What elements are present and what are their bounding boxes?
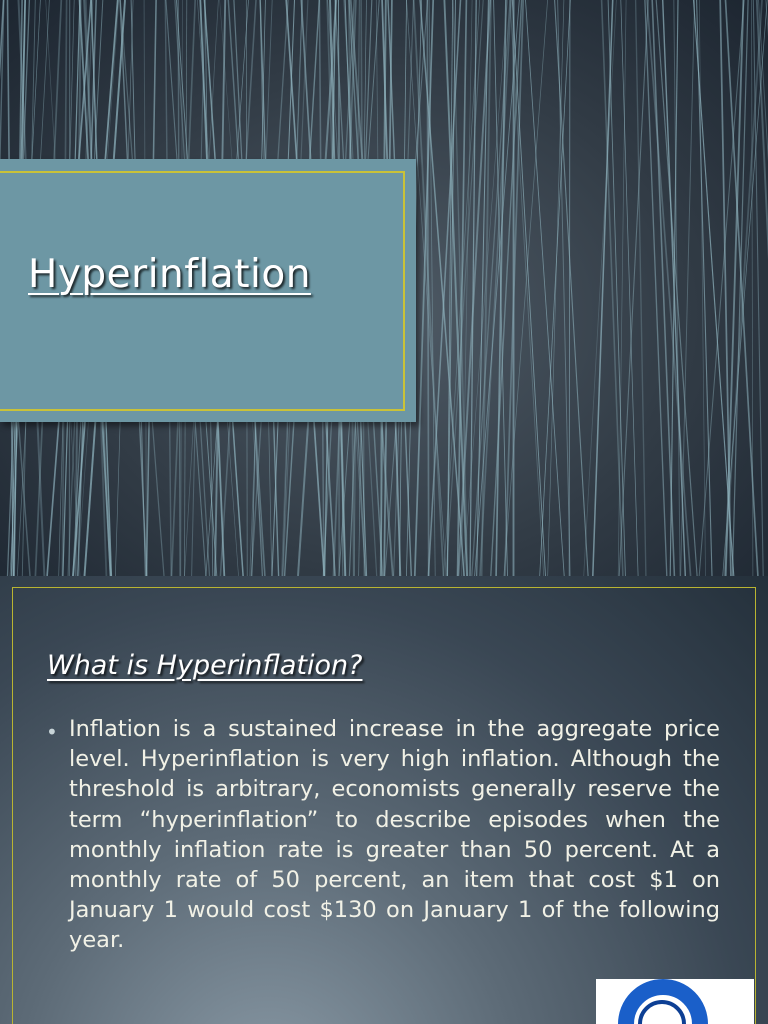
background-streak — [504, 0, 548, 576]
logo-image — [596, 979, 754, 1024]
background-streak — [602, 0, 623, 576]
bullet-icon: • — [46, 720, 58, 744]
background-streak — [470, 0, 476, 576]
blue-circular-logo-icon — [596, 979, 754, 1024]
background-streak — [526, 0, 565, 576]
slide-title: Hyperinflation — [28, 252, 311, 297]
background-streak — [608, 0, 625, 576]
background-streak — [555, 0, 589, 576]
background-streak — [593, 0, 613, 576]
background-streak — [512, 0, 545, 576]
background-streak — [569, 0, 570, 576]
background-streak — [548, 0, 564, 576]
bullet-text: Inflation is a sustained increase in the aggregate price level. Hyperinflation is very high inflation. Although the threshold is arbitrary, economists generally reserve the term “hyperinflation” to describe episodes when the monthly inflation rate is greater than 50 percent. At a monthly rate of 50 percent, an item that cost $1 on January 1 would cost $130 on January 1 of the following year. — [69, 716, 720, 954]
background-streak — [540, 0, 571, 576]
background-streak — [510, 0, 544, 576]
background-streak — [681, 0, 695, 576]
content-heading: What is Hyperinflation? — [47, 650, 363, 681]
background-streak — [427, 0, 428, 576]
background-streak — [647, 0, 691, 576]
